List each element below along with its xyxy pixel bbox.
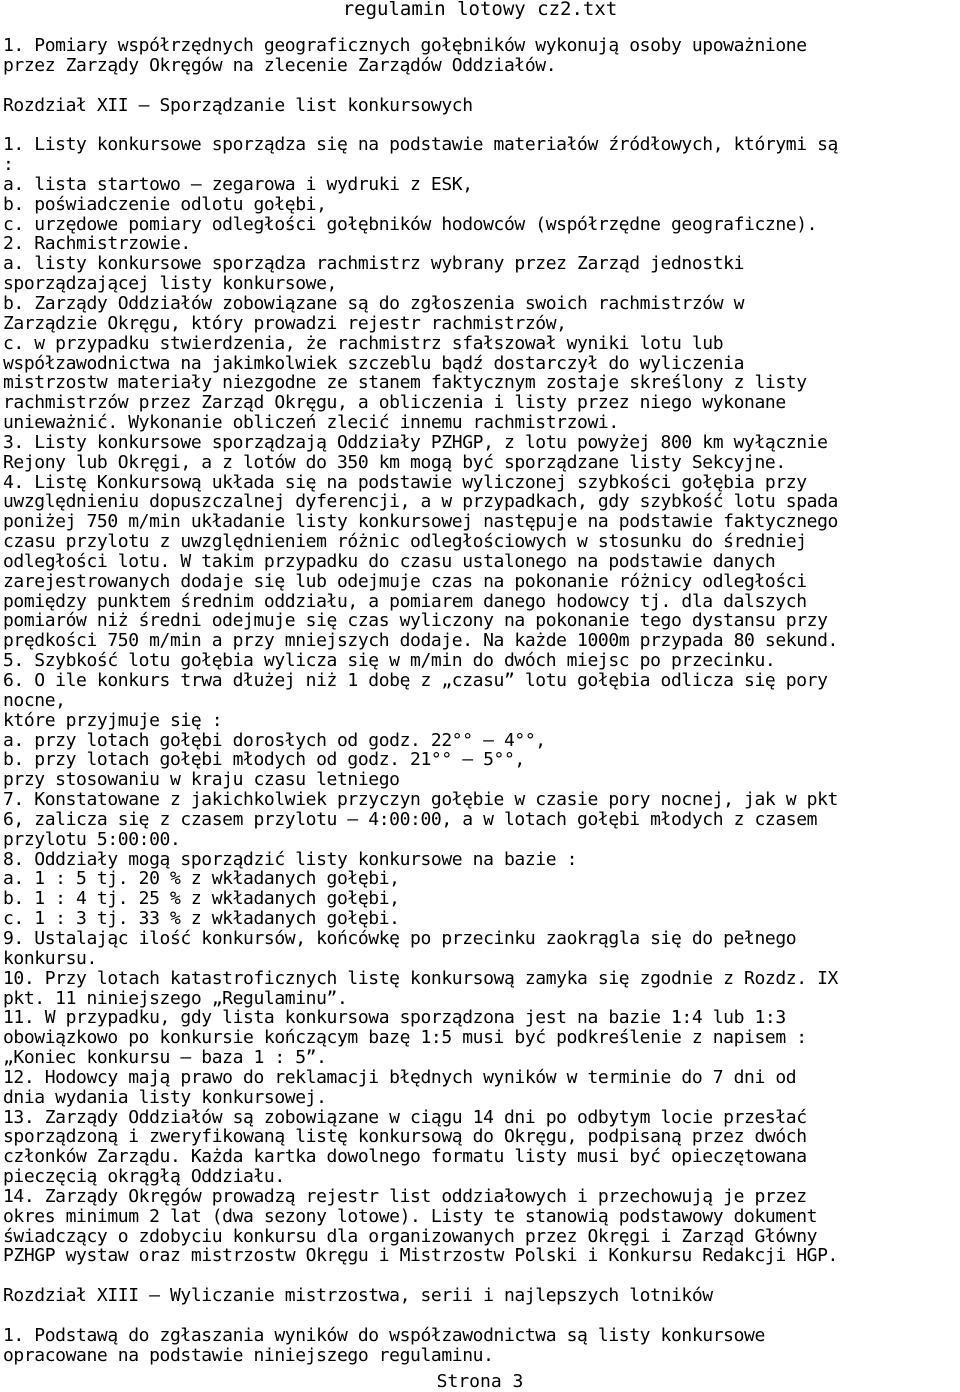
document-line: b. poświadczenie odlotu gołębi, — [3, 193, 327, 215]
document-line: unieważnić. Wykonanie obliczeń zlecić innemu rachmistrzowi. — [3, 412, 619, 434]
document-line: uwzględnieniu dopuszczalnej dyferencji, a w przypadkach, gdy szybkość lotu spada — [3, 491, 838, 513]
document-line: okres minimum 2 lat (dwa sezony lotowe). Listy te stanowią podstawowy dokument — [3, 1205, 818, 1227]
document-line: 3. Listy konkursowe sporządzają Oddziały PZHGP, z lotu powyżej 800 km wyłącznie — [3, 431, 828, 453]
document-line: współzawodnictwa na jakimkolwiek szczeblu bądź dostarczył do wyliczenia — [3, 352, 745, 374]
document-line: Rozdział XIII – Wyliczanie mistrzostwa, serii i najlepszych lotników — [3, 1285, 713, 1307]
document-line: 13. Zarządy Oddziałów są zobowiązane w ciągu 14 dni po odbytym locie przesłać — [3, 1106, 807, 1128]
document-line: pkt. 11 niniejszego „Regulaminu”. — [3, 987, 348, 1009]
document-line: 2. Rachmistrzowie. — [3, 233, 191, 255]
document-line: 1. Podstawą do zgłaszania wyników do współzawodnictwa są listy konkursowe — [3, 1324, 765, 1346]
document-line: 11. W przypadku, gdy lista konkursowa sporządzona jest na bazie 1:4 lub 1:3 — [3, 1007, 786, 1029]
document-line: opracowane na podstawie niniejszego regulaminu. — [3, 1344, 494, 1366]
document-line: sporządzającej listy konkursowe, — [3, 273, 337, 295]
document-line: c. urzędowe pomiary odległości gołębników hodowców (współrzędne geograficzne). — [3, 213, 818, 235]
document-line: rachmistrzów przez Zarząd Okręgu, a obliczenia i listy przez niego wykonane — [3, 392, 786, 414]
document-line: mistrzostw materiały niezgodne ze stanem faktycznym zostaje skreślony z listy — [3, 372, 807, 394]
document-line: poniżej 750 m/min układanie listy konkursowej następuje na podstawie faktycznego — [3, 511, 838, 533]
document-line: świadczący o zdobyciu konkursu dla organizowanych przez Okręgi i Zarząd Główny — [3, 1225, 818, 1247]
document-line: przez Zarządy Okręgów na zlecenie Zarządów Oddziałów. — [3, 54, 557, 76]
document-title: regulamin lotowy cz2.txt — [342, 0, 618, 20]
document-line: Zarządzie Okręgu, który prowadzi rejestr rachmistrzów, — [3, 312, 567, 334]
document-line: nocne, — [3, 689, 66, 711]
document-line: 6, zalicza się z czasem przylotu – 4:00:00, a w lotach gołębi młodych z czasem — [3, 808, 818, 830]
page-number: Strona 3 — [436, 1371, 524, 1392]
document-line — [3, 76, 959, 96]
document-line: prędkości 750 m/min a przy mniejszych dodaje. Na każde 1000m przypada 80 sekund. — [3, 630, 838, 652]
document-line: 14. Zarządy Okręgów prowadzą rejestr list oddziałowych i przechowują je przez — [3, 1185, 807, 1207]
document-line: które przyjmuje się : — [3, 709, 223, 731]
document-line — [3, 1306, 959, 1326]
document-line: pieczęcią okrągłą Oddziału. — [3, 1166, 285, 1188]
document-line: PZHGP wystaw oraz mistrzostw Okręgu i Mistrzostw Polski i Konkursu Redakcji HGP. — [3, 1245, 838, 1267]
document-line: a. lista startowo – zegarowa i wydruki z ESK, — [3, 173, 473, 195]
document-line: c. 1 : 3 tj. 33 % z wkładanych gołębi. — [3, 908, 400, 930]
document-line: obowiązkowo po konkursie kończącym bazę 1:5 musi być podkreślenie z napisem : — [3, 1027, 807, 1049]
document-line: 1. Pomiary współrzędnych geograficznych gołębników wykonują osoby upoważnione — [3, 35, 807, 56]
document-line: przylotu 5:00:00. — [3, 828, 181, 850]
document-line: b. 1 : 4 tj. 25 % z wkładanych gołębi, — [3, 888, 400, 910]
document-body — [3, 36, 959, 1366]
document-line: członków Zarządu. Każda kartka dowolnego formatu listy musi być opieczętowana — [3, 1146, 807, 1168]
document-line: 5. Szybkość lotu gołębia wylicza się w m/min do dwóch miejsc po przecinku. — [3, 650, 776, 672]
document-line: 9. Ustalając ilość konkursów, końcówkę po przecinku zaokrągla się do pełnego — [3, 927, 797, 949]
document-line: pomiarów niż średni odejmuje się czas wyliczony na pokonanie tego dystansu przy — [3, 610, 828, 632]
document-line: „Koniec konkursu – baza 1 : 5”. — [3, 1047, 327, 1069]
document-line: b. przy lotach gołębi młodych od godz. 21°° – 5°°, — [3, 749, 525, 771]
document-line — [3, 1266, 959, 1286]
document-line: 12. Hodowcy mają prawo do reklamacji błędnych wyników w terminie do 7 dni od — [3, 1066, 797, 1088]
document-line: pomiędzy punktem średnim oddziału, a pomiarem danego hodowcy tj. dla dalszych — [3, 590, 807, 612]
document-line: 4. Listę Konkursową układa się na podstawie wyliczonej szybkości gołębia przy — [3, 471, 807, 493]
document-line: Rejony lub Okręgi, a z lotów do 350 km mogą być sporządzane listy Sekcyjne. — [3, 451, 786, 473]
document-line: 7. Konstatowane z jakichkolwiek przyczyn gołębie w czasie pory nocnej, jak w pkt — [3, 789, 838, 811]
document-line: 8. Oddziały mogą sporządzić listy konkursowe na bazie : — [3, 848, 578, 870]
document-line: a. listy konkursowe sporządza rachmistrz wybrany przez Zarząd jednostki — [3, 253, 745, 275]
document-line: 1. Listy konkursowe sporządza się na podstawie materiałów źródłowych, którymi są — [3, 134, 838, 156]
document-line: konkursu. — [3, 947, 97, 969]
document-line: czasu przylotu z uwzględnieniem różnic odległościowych w stosunku do średniej — [3, 531, 807, 553]
document-line: odległości lotu. W takim przypadku do czasu ustalonego na podstawie danych — [3, 550, 776, 572]
document-line: 10. Przy lotach katastroficznych listę konkursową zamyka się zgodnie z Rozdz. IX — [3, 967, 838, 989]
document-line: a. 1 : 5 tj. 20 % z wkładanych gołębi, — [3, 868, 400, 890]
document-line: c. w przypadku stwierdzenia, że rachmistrz sfałszował wyniki lotu lub — [3, 332, 724, 354]
document-line: b. Zarządy Oddziałów zobowiązane są do zgłoszenia swoich rachmistrzów w — [3, 292, 745, 314]
document-line: 6. O ile konkurs trwa dłużej niż 1 dobę z „czasu” lotu gołębia odlicza się pory — [3, 670, 828, 691]
document-line: Rozdział XII – Sporządzanie list konkursowych — [3, 94, 473, 116]
document-line: przy stosowaniu w kraju czasu letniego — [3, 769, 400, 791]
document-line — [3, 115, 959, 135]
document-line: : — [3, 154, 14, 176]
document-line: a. przy lotach gołębi dorosłych od godz. 22°° – 4°°, — [3, 729, 546, 751]
document-line: zarejestrowanych dodaje się lub odejmuje czas na pokonanie różnicy odległości — [3, 570, 807, 592]
document-line: sporządzoną i zweryfikowaną listę konkursową do Okręgu, podpisaną przez dwóch — [3, 1126, 807, 1148]
document-line: dnia wydania listy konkursowej. — [3, 1086, 327, 1108]
